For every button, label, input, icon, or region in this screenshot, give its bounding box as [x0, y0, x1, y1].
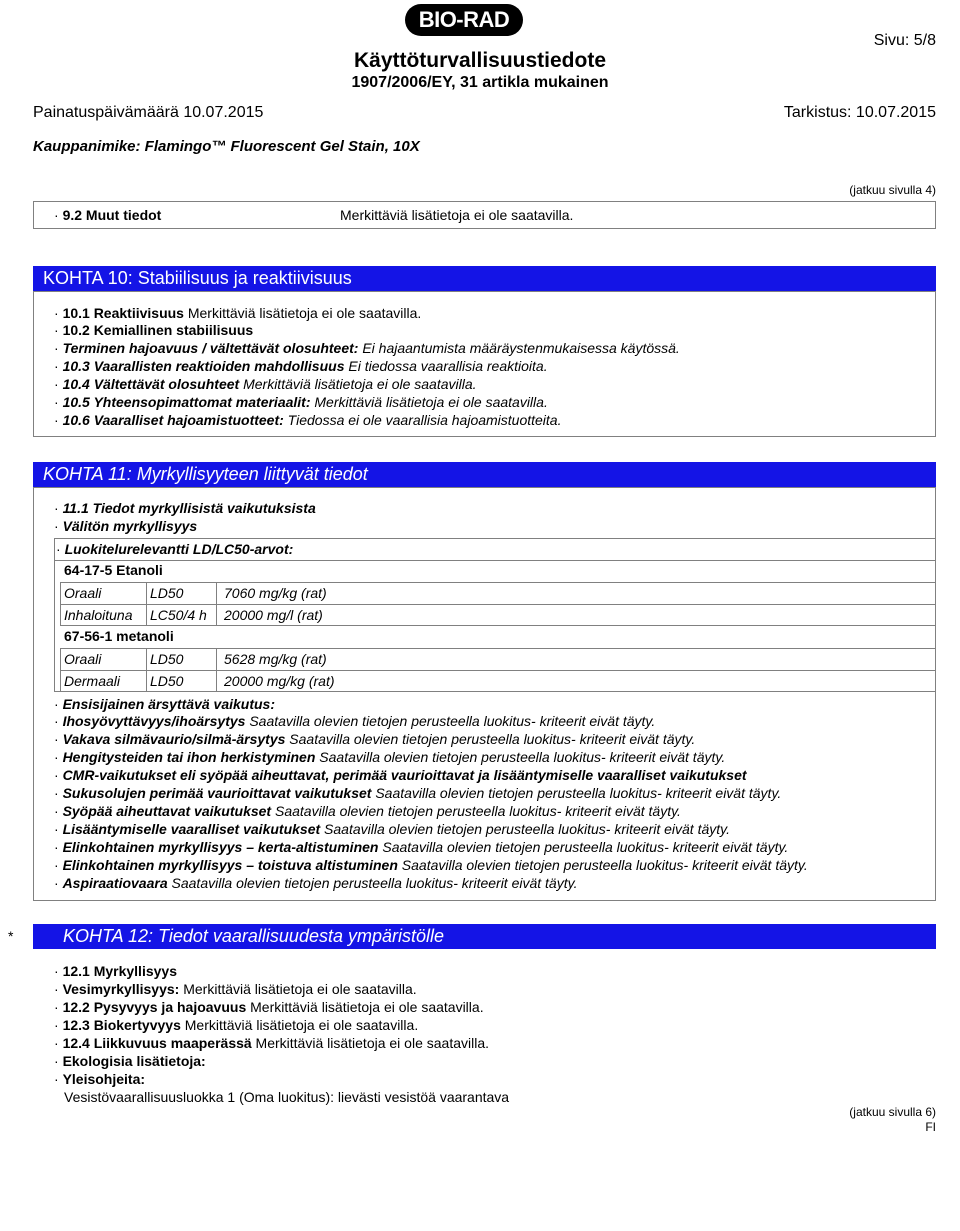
table-cell: 20000 mg/l (rat): [224, 607, 323, 623]
sec10-line-1: · 10.1 Reaktiivisuus Merkittäviä lisätietoja ei ole saatavilla.: [54, 305, 422, 321]
sec10-l2-label: 10.2 Kemiallinen stabiilisuus: [62, 322, 254, 338]
item-label: Hengitysteiden tai ihon herkistyminen: [62, 749, 316, 765]
item-text: Saatavilla olevien tietojen perusteella luokitus- kriteerit eivät täyty.: [271, 803, 681, 819]
sec10-l3-label: Terminen hajoavuus / vältettävät olosuhteet:: [62, 340, 359, 356]
table-title: Luokitelurelevantti LD/LC50-arvot:: [64, 541, 294, 557]
table-divider: [54, 560, 936, 561]
primary-irritation: · Ensisijainen ärsyttävä vaikutus:: [54, 696, 275, 712]
sec12-l2-text: Merkittäviä lisätietoja ei ole saatavilla.: [179, 981, 417, 997]
section-12-bar: [33, 924, 936, 949]
brand-text: BIO-RAD: [418, 7, 510, 32]
table-cell: LD50: [150, 651, 184, 667]
list-item: · Syöpää aiheuttavat vaikutukset Saatavilla olevien tietojen perusteella luokitus- kriteerit eivät täyty.: [54, 803, 681, 819]
list-item: · Lisääntymiselle vaaralliset vaikutukset Saatavilla olevien tietojen perusteella luokitus- kriteerit eivät täyty.: [54, 821, 730, 837]
sec10-l3-text: Ei hajaantumista määräystenmukaisessa käytössä.: [358, 340, 680, 356]
substance-1-col-divider-2: [216, 582, 217, 626]
table-cell: 7060 mg/kg (rat): [224, 585, 327, 601]
item-text: Saatavilla olevien tietojen perusteella luokitus- kriteerit eivät täyty.: [378, 839, 789, 855]
list-item: · Hengitysteiden tai ihon herkistyminen Saatavilla olevien tietojen perusteella luokitus- kriteerit eivät täyty.: [54, 749, 726, 765]
item-label: CMR-vaikutukset eli syöpää aiheuttavat, perimää vaurioittavat ja lisääntymiselle vaaralliset vaikutukset: [62, 767, 747, 783]
bio-rad-logo: [405, 4, 523, 36]
list-item: · Elinkohtainen myrkyllisyys – toistuva altistuminen Saatavilla olevien tietojen perusteella luokitus- kriteerit eivät täyty.: [54, 857, 808, 873]
table-row: Dermaali: [64, 673, 121, 689]
item-text: Saatavilla olevien tietojen perusteella luokitus- kriteerit eivät täyty.: [315, 749, 726, 765]
sec10-l6-text: Merkittäviä lisätietoja ei ole saatavilla.: [310, 394, 548, 410]
document-title: Käyttöturvallisuustiedote: [353, 49, 607, 72]
sec12-line-4: · 12.3 Biokertyvyys Merkittäviä lisätietoja ei ole saatavilla.: [54, 1017, 419, 1033]
item-text: Saatavilla olevien tietojen perusteella luokitus- kriteerit eivät täyty.: [371, 785, 782, 801]
continued-from: (jatkuu sivulla 4): [849, 183, 936, 197]
item-label: Elinkohtainen myrkyllisyys – kerta-altistuminen: [62, 839, 379, 855]
sec12-l3-label: 12.2 Pysyvyys ja hajoavuus: [62, 999, 247, 1015]
sec10-l7-label: 10.6 Vaaralliset hajoamistuotteet:: [62, 412, 284, 428]
substance-1-name: 64-17-5 Etanoli: [64, 562, 163, 578]
sec10-l4-text: Ei tiedossa vaarallisia reaktioita.: [344, 358, 548, 374]
primary-irritation-label: Ensisijainen ärsyttävä vaikutus:: [62, 696, 275, 712]
item-label: Vakava silmävaurio/silmä-ärsytys: [62, 731, 286, 747]
section-12-title: KOHTA 12: Tiedot vaarallisuudesta ympäristölle: [63, 926, 445, 946]
item-text: Saatavilla olevien tietojen perusteella luokitus- kriteerit eivät täyty.: [397, 857, 808, 873]
substance-2-name: 67-56-1 metanoli: [64, 628, 174, 644]
sec10-line-5: · 10.4 Vältettävät olosuhteet Merkittäviä lisätietoja ei ole saatavilla.: [54, 376, 477, 392]
sec10-l5-label: 10.4 Vältettävät olosuhteet: [62, 376, 240, 392]
sec12-l6: Ekologisia lisätietoja:: [62, 1053, 206, 1069]
substance-1: [64, 562, 163, 578]
section-10-bar: [33, 266, 936, 291]
sec9-row: · 9.2 Muut tiedot: [54, 207, 162, 223]
sec12-l7: Yleisohjeita:: [62, 1071, 146, 1087]
language-code: FI: [925, 1120, 936, 1134]
sec10-line-7: · 10.6 Vaaralliset hajoamistuotteet: Tiedossa ei ole vaarallisia hajoamistuotteita.: [54, 412, 562, 428]
table-title-row: · Luokitelurelevantti LD/LC50-arvot:: [56, 541, 294, 557]
item-text: Saatavilla olevien tietojen perusteella luokitus- kriteerit eivät täyty.: [320, 821, 730, 837]
table-cell: LD50: [150, 585, 184, 601]
list-item: · Vakava silmävaurio/silmä-ärsytys Saatavilla olevien tietojen perusteella luokitus- kriteerit eivät täyty.: [54, 731, 696, 747]
list-item: · CMR-vaikutukset eli syöpää aiheuttavat, perimää vaurioittavat ja lisääntymiselle vaaralliset vaikutukset: [54, 767, 747, 783]
item-label: Ihosyövyttävyys/ihoärsytys: [62, 713, 246, 729]
sec12-l1: 12.1 Myrkyllisyys: [62, 963, 177, 979]
sec11-l2: Välitön myrkyllisyys: [62, 518, 198, 534]
sec10-l1-label: 10.1 Reaktiivisuus: [62, 305, 184, 321]
item-text: Saatavilla olevien tietojen perusteella luokitus- kriteerit eivät täyty.: [285, 731, 696, 747]
sec11-line-1: · 11.1 Tiedot myrkyllisistä vaikutuksista: [54, 500, 316, 516]
sec12-line-6: · Ekologisia lisätietoja:: [54, 1053, 206, 1069]
sec12-l5-text: Merkittäviä lisätietoja ei ole saatavilla.: [251, 1035, 490, 1051]
table-cell: 20000 mg/kg (rat): [224, 673, 335, 689]
sec10-line-4: · 10.3 Vaarallisten reaktioiden mahdollisuus Ei tiedossa vaarallisia reaktioita.: [54, 358, 548, 374]
sec9-value: Merkittäviä lisätietoja ei ole saatavilla.: [340, 207, 574, 223]
substance-2-col-divider-1: [146, 648, 147, 692]
sec10-l5-text: Merkittäviä lisätietoja ei ole saatavilla.: [239, 376, 477, 392]
sec10-line-6: · 10.5 Yhteensopimattomat materiaalit: Merkittäviä lisätietoja ei ole saatavilla.: [54, 394, 548, 410]
list-item: · Elinkohtainen myrkyllisyys – kerta-altistuminen Saatavilla olevien tietojen perusteella luokitus- kriteerit eivät täyty.: [54, 839, 789, 855]
sec12-l4-text: Merkittäviä lisätietoja ei ole saatavilla.: [180, 1017, 419, 1033]
substance-2: [64, 628, 174, 644]
sec12-line-2: · Vesimyrkyllisyys: Merkittäviä lisätietoja ei ole saatavilla.: [54, 981, 417, 997]
sec10-l1-text: Merkittäviä lisätietoja ei ole saatavilla.: [183, 305, 422, 321]
item-label: Syöpää aiheuttavat vaikutukset: [62, 803, 272, 819]
list-item: · Aspiraatiovaara Saatavilla olevien tietojen perusteella luokitus- kriteerit eivät täyty.: [54, 875, 578, 891]
sec10-l7-text: Tiedossa ei ole vaarallisia hajoamistuotteita.: [283, 412, 562, 428]
item-text: Saatavilla olevien tietojen perusteella luokitus- kriteerit eivät täyty.: [245, 713, 656, 729]
sec12-line-7: · Yleisohjeita:: [54, 1071, 146, 1087]
sec11-l1: 11.1 Tiedot myrkyllisistä vaikutuksista: [62, 500, 316, 516]
sec12-l3-text: Merkittäviä lisätietoja ei ole saatavilla.: [246, 999, 484, 1015]
section-9-box: [33, 201, 936, 229]
sec12-line-8: Vesistövaarallisuusluokka 1 (Oma luokitus): lievästi vesistöä vaarantava: [64, 1089, 510, 1105]
sec12-l2-label: Vesimyrkyllisyys:: [62, 981, 180, 997]
table-row: Oraali: [64, 651, 102, 667]
product-name: Kauppanimike: Flamingo™ Fluorescent Gel Stain, 10X: [33, 138, 420, 155]
sec12-line-1: · 12.1 Myrkyllisyys: [54, 963, 177, 979]
item-label: Sukusolujen perimää vaurioittavat vaikutukset: [62, 785, 372, 801]
table-cell: LD50: [150, 673, 184, 689]
document-subtitle: 1907/2006/EY, 31 artikla mukainen: [351, 74, 609, 91]
section-10-title: KOHTA 10: Stabiilisuus ja reaktiivisuus: [43, 268, 352, 288]
table-row: Inhaloituna: [64, 607, 133, 623]
sec12-line-5: · 12.4 Liikkuvuus maaperässä Merkittäviä lisätietoja ei ole saatavilla.: [54, 1035, 490, 1051]
sec10-l6-label: 10.5 Yhteensopimattomat materiaalit:: [62, 394, 311, 410]
substance-1-col-divider-1: [146, 582, 147, 626]
item-text: Saatavilla olevien tietojen perusteella luokitus- kriteerit eivät täyty.: [167, 875, 578, 891]
list-item: · Ihosyövyttävyys/ihoärsytys Saatavilla olevien tietojen perusteella luokitus- kriteerit eivät täyty.: [54, 713, 656, 729]
sec12-l5-label: 12.4 Liikkuvuus maaperässä: [62, 1035, 252, 1051]
item-label: Elinkohtainen myrkyllisyys – toistuva altistuminen: [62, 857, 398, 873]
page-number: Sivu: 5/8: [873, 32, 936, 49]
substance-2-row-divider: [60, 670, 936, 671]
revision-date: Tarkistus: 10.07.2015: [783, 104, 936, 121]
substance-1-row-divider: [60, 604, 936, 605]
revision-marker: *: [8, 928, 14, 944]
section-11-bar: [33, 462, 936, 487]
section-11-title: KOHTA 11: Myrkyllisyyteen liittyvät tiedot: [43, 464, 368, 484]
sec11-line-2: · Välitön myrkyllisyys: [54, 518, 198, 534]
list-item: · Sukusolujen perimää vaurioittavat vaikutukset Saatavilla olevien tietojen perusteella luokitus- kriteerit eivät täyty.: [54, 785, 782, 801]
sec9-label: 9.2 Muut tiedot: [62, 207, 162, 223]
table-cell: 5628 mg/kg (rat): [224, 651, 327, 667]
sec10-l4-label: 10.3 Vaarallisten reaktioiden mahdollisuus: [62, 358, 345, 374]
sec10-line-3: · Terminen hajoavuus / vältettävät olosuhteet: Ei hajaantumista määräystenmukaisessa käytössä.: [54, 340, 680, 356]
continued-to: (jatkuu sivulla 6): [849, 1105, 936, 1119]
sec10-line-2: · 10.2 Kemiallinen stabiilisuus: [54, 322, 254, 338]
item-label: Aspiraatiovaara: [62, 875, 168, 891]
print-date: Painatuspäivämäärä 10.07.2015: [33, 104, 264, 121]
substance-2-col-divider-2: [216, 648, 217, 692]
item-label: Lisääntymiselle vaaralliset vaikutukset: [62, 821, 321, 837]
sec12-line-3: · 12.2 Pysyvyys ja hajoavuus Merkittäviä lisätietoja ei ole saatavilla.: [54, 999, 484, 1015]
sec12-l4-label: 12.3 Biokertyvyys: [62, 1017, 181, 1033]
table-cell: LC50/4 h: [150, 607, 207, 623]
table-row: Oraali: [64, 585, 102, 601]
